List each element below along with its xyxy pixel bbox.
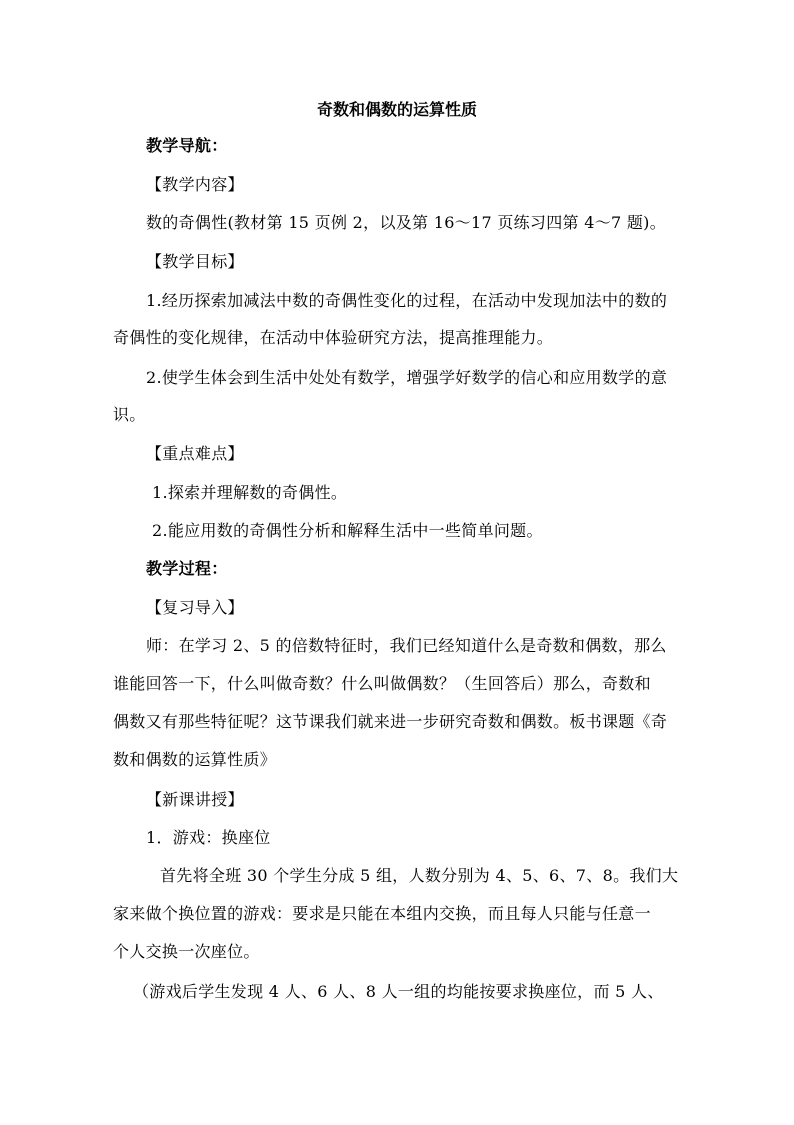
review-line-2: 谁能回答一下，什么叫做奇数？什么叫做偶数？（生回答后）那么，奇数和: [113, 674, 651, 693]
goal2-line1: 2.使学生体会到生活中处处有数学，增强学好数学的信心和应用数学的意: [146, 368, 668, 387]
content-text: 数的奇偶性(教材第 15 页例 2，以及第 16～17 页练习四第 4～7 题)。: [146, 213, 667, 232]
game-line-3: 个人交换一次座位。: [113, 942, 260, 961]
goal1-line1: 1.经历探索加减法中数的奇偶性变化的过程，在活动中发现加法中的数的: [146, 291, 668, 310]
document-title: 奇数和偶数的运算性质: [316, 100, 477, 119]
game-title: 1．游戏：换座位: [146, 828, 271, 847]
key-item-1: 1.探索并理解数的奇偶性。: [152, 483, 348, 502]
game-line-2: 家来做个换位置的游戏：要求是只能在本组内交换，而且每人只能与任意一: [113, 904, 651, 923]
goal2-line2: 识。: [113, 405, 146, 424]
game-line-4: （游戏后学生发现 4 人、6 人、8 人一组的均能按要求换座位，而 5 人、: [133, 982, 664, 1001]
key-item-2: 2.能应用数的奇偶性分析和解释生活中一些简单问题。: [152, 521, 543, 540]
goals-heading: 【教学目标】: [146, 252, 244, 271]
guide-heading: 教学导航：: [146, 136, 228, 155]
review-heading: 【复习导入】: [146, 598, 244, 617]
new-lesson-heading: 【新课讲授】: [146, 790, 244, 809]
goal1-line2: 奇偶性的变化规律，在活动中体验研究方法，提高推理能力。: [113, 328, 554, 347]
process-heading: 教学过程：: [146, 559, 228, 578]
review-line-3: 偶数又有那些特征呢？这节课我们就来进一步研究奇数和偶数。板书课题《奇: [113, 712, 668, 731]
game-line-1: 首先将全班 30 个学生分成 5 组，人数分别为 4、5、6、7、8。我们大: [160, 866, 679, 885]
content-heading: 【教学内容】: [146, 175, 244, 194]
key-heading: 【重点难点】: [146, 444, 244, 463]
review-line-4: 数和偶数的运算性质》: [113, 750, 277, 769]
review-line-1: 师：在学习 2、5 的倍数特征时，我们已经知道什么是奇数和偶数，那么: [146, 636, 667, 655]
